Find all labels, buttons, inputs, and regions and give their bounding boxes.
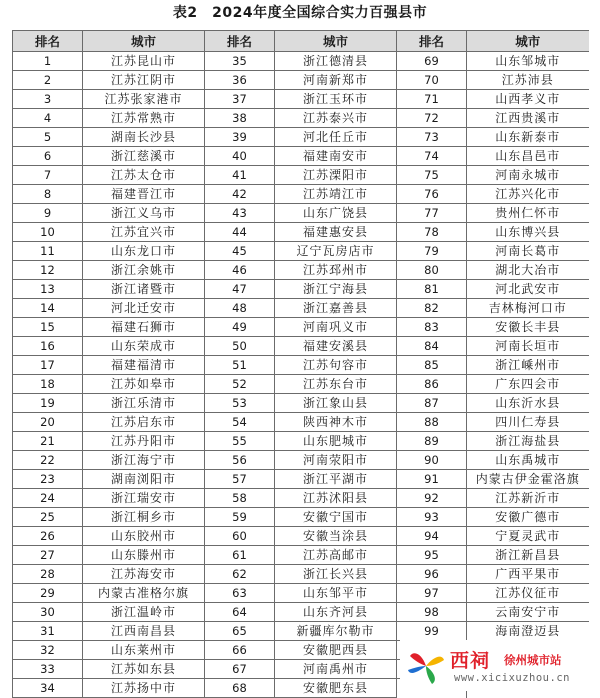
rank-cell: 99 bbox=[397, 622, 467, 641]
city-cell: 江苏扬中市 bbox=[83, 679, 205, 698]
table-caption: 表2 2024年度全国综合实力百强县市 bbox=[172, 5, 428, 21]
rank-cell: 84 bbox=[397, 337, 467, 356]
rank-cell: 34 bbox=[13, 679, 83, 698]
table-row bbox=[13, 565, 589, 584]
rank-cell: 88 bbox=[397, 413, 467, 432]
city-cell: 江苏昆山市 bbox=[83, 52, 205, 71]
table-row bbox=[13, 185, 589, 204]
rank-cell: 29 bbox=[13, 584, 83, 603]
ranking-table bbox=[12, 30, 589, 698]
rank-cell: 89 bbox=[397, 432, 467, 451]
rank-cell: 6 bbox=[13, 147, 83, 166]
city-cell: 江苏仪征市 bbox=[467, 584, 589, 603]
city-cell: 江苏东台市 bbox=[275, 375, 397, 394]
rank-cell: 1 bbox=[13, 52, 83, 71]
table-row bbox=[13, 337, 589, 356]
rank-cell: 93 bbox=[397, 508, 467, 527]
city-cell: 宁夏灵武市 bbox=[467, 527, 589, 546]
city-cell: 浙江余姚市 bbox=[83, 261, 205, 280]
city-cell: 江苏如东县 bbox=[83, 660, 205, 679]
rank-cell: 46 bbox=[205, 261, 275, 280]
city-cell: 吉林梅河口市 bbox=[467, 299, 589, 318]
city-cell: 安徽肥西县 bbox=[275, 641, 397, 660]
city-cell: 河南长葛市 bbox=[467, 242, 589, 261]
rank-cell: 19 bbox=[13, 394, 83, 413]
table-row bbox=[13, 375, 589, 394]
rank-cell: 20 bbox=[13, 413, 83, 432]
rank-cell: 2 bbox=[13, 71, 83, 90]
rank-cell: 68 bbox=[205, 679, 275, 698]
rank-cell: 59 bbox=[205, 508, 275, 527]
city-cell: 江苏张家港市 bbox=[83, 90, 205, 109]
city-header: 城市 bbox=[467, 31, 589, 52]
city-cell: 浙江温岭市 bbox=[83, 603, 205, 622]
city-header: 城市 bbox=[275, 31, 397, 52]
table-row bbox=[13, 413, 589, 432]
rank-cell: 97 bbox=[397, 584, 467, 603]
rank-cell: 15 bbox=[13, 318, 83, 337]
rank-cell: 38 bbox=[205, 109, 275, 128]
city-cell: 广东四会市 bbox=[467, 375, 589, 394]
rank-cell: 96 bbox=[397, 565, 467, 584]
rank-cell: 92 bbox=[397, 489, 467, 508]
xici-logo-icon bbox=[404, 646, 448, 686]
city-cell: 江苏兴化市 bbox=[467, 185, 589, 204]
city-cell: 浙江乐清市 bbox=[83, 394, 205, 413]
rank-cell: 86 bbox=[397, 375, 467, 394]
city-cell: 江苏新沂市 bbox=[467, 489, 589, 508]
rank-cell: 75 bbox=[397, 166, 467, 185]
city-cell: 浙江慈溪市 bbox=[83, 147, 205, 166]
rank-cell: 24 bbox=[13, 489, 83, 508]
city-cell: 陕西神木市 bbox=[275, 413, 397, 432]
city-cell: 湖南浏阳市 bbox=[83, 470, 205, 489]
city-cell: 江苏宜兴市 bbox=[83, 223, 205, 242]
rank-cell: 83 bbox=[397, 318, 467, 337]
city-cell: 江苏邳州市 bbox=[275, 261, 397, 280]
table-row bbox=[13, 52, 589, 71]
city-cell: 山东滕州市 bbox=[83, 546, 205, 565]
rank-cell: 12 bbox=[13, 261, 83, 280]
city-cell: 江苏靖江市 bbox=[275, 185, 397, 204]
city-cell: 河北武安市 bbox=[467, 280, 589, 299]
rank-cell: 77 bbox=[397, 204, 467, 223]
city-cell: 浙江桐乡市 bbox=[83, 508, 205, 527]
table-row bbox=[13, 622, 589, 641]
city-cell: 河北任丘市 bbox=[275, 128, 397, 147]
rank-cell: 60 bbox=[205, 527, 275, 546]
rank-cell: 63 bbox=[205, 584, 275, 603]
rank-cell: 43 bbox=[205, 204, 275, 223]
table-row bbox=[13, 451, 589, 470]
city-cell: 江苏丹阳市 bbox=[83, 432, 205, 451]
city-cell: 山东禹城市 bbox=[467, 451, 589, 470]
city-cell: 云南安宁市 bbox=[467, 603, 589, 622]
city-cell: 湖南长沙县 bbox=[83, 128, 205, 147]
city-cell: 山东沂水县 bbox=[467, 394, 589, 413]
city-cell: 浙江平湖市 bbox=[275, 470, 397, 489]
table-header-row bbox=[13, 31, 589, 52]
watermark-url: www.xicixuzhou.cn bbox=[454, 672, 570, 684]
city-cell: 浙江海盐县 bbox=[467, 432, 589, 451]
rank-cell: 16 bbox=[13, 337, 83, 356]
rank-cell: 21 bbox=[13, 432, 83, 451]
rank-cell: 11 bbox=[13, 242, 83, 261]
city-cell: 山东邹城市 bbox=[467, 52, 589, 71]
city-cell: 山东新泰市 bbox=[467, 128, 589, 147]
rank-cell: 35 bbox=[205, 52, 275, 71]
table-row bbox=[13, 527, 589, 546]
rank-cell: 45 bbox=[205, 242, 275, 261]
rank-cell: 41 bbox=[205, 166, 275, 185]
watermark-subtitle: 徐州城市站 bbox=[504, 653, 562, 667]
city-cell: 贵州仁怀市 bbox=[467, 204, 589, 223]
rank-cell: 3 bbox=[13, 90, 83, 109]
city-cell: 江苏溧阳市 bbox=[275, 166, 397, 185]
rank-cell: 30 bbox=[13, 603, 83, 622]
city-cell: 河南禹州市 bbox=[275, 660, 397, 679]
city-cell: 山东广饶县 bbox=[275, 204, 397, 223]
rank-cell: 4 bbox=[13, 109, 83, 128]
rank-cell: 28 bbox=[13, 565, 83, 584]
city-cell: 安徽长丰县 bbox=[467, 318, 589, 337]
city-cell: 河南长垣市 bbox=[467, 337, 589, 356]
rank-cell: 8 bbox=[13, 185, 83, 204]
city-cell: 福建石狮市 bbox=[83, 318, 205, 337]
rank-cell: 65 bbox=[205, 622, 275, 641]
city-cell: 江苏句容市 bbox=[275, 356, 397, 375]
rank-cell: 81 bbox=[397, 280, 467, 299]
rank-cell: 91 bbox=[397, 470, 467, 489]
rank-cell: 33 bbox=[13, 660, 83, 679]
city-cell: 福建晋江市 bbox=[83, 185, 205, 204]
city-cell: 山东胶州市 bbox=[83, 527, 205, 546]
rank-cell: 67 bbox=[205, 660, 275, 679]
rank-cell: 71 bbox=[397, 90, 467, 109]
city-cell: 江苏泰兴市 bbox=[275, 109, 397, 128]
rank-cell: 70 bbox=[397, 71, 467, 90]
city-cell: 浙江海宁市 bbox=[83, 451, 205, 470]
city-cell: 福建安溪县 bbox=[275, 337, 397, 356]
table-row bbox=[13, 128, 589, 147]
rank-cell: 62 bbox=[205, 565, 275, 584]
city-cell: 内蒙古准格尔旗 bbox=[83, 584, 205, 603]
city-cell: 江西南昌县 bbox=[83, 622, 205, 641]
city-cell: 山西孝义市 bbox=[467, 90, 589, 109]
table-row bbox=[13, 90, 589, 109]
rank-cell: 52 bbox=[205, 375, 275, 394]
rank-cell: 80 bbox=[397, 261, 467, 280]
rank-cell: 44 bbox=[205, 223, 275, 242]
city-cell: 江苏启东市 bbox=[83, 413, 205, 432]
table-row bbox=[13, 318, 589, 337]
rank-cell: 37 bbox=[205, 90, 275, 109]
city-header: 城市 bbox=[83, 31, 205, 52]
rank-cell: 23 bbox=[13, 470, 83, 489]
city-cell: 辽宁瓦房店市 bbox=[275, 242, 397, 261]
city-cell: 安徽宁国市 bbox=[275, 508, 397, 527]
city-cell: 湖北大冶市 bbox=[467, 261, 589, 280]
table-row bbox=[13, 261, 589, 280]
rank-cell: 53 bbox=[205, 394, 275, 413]
rank-header: 排名 bbox=[13, 31, 83, 52]
table-row bbox=[13, 166, 589, 185]
rank-cell: 47 bbox=[205, 280, 275, 299]
rank-cell: 26 bbox=[13, 527, 83, 546]
rank-cell: 72 bbox=[397, 109, 467, 128]
rank-cell: 18 bbox=[13, 375, 83, 394]
table-row bbox=[13, 280, 589, 299]
city-cell: 浙江瑞安市 bbox=[83, 489, 205, 508]
rank-cell: 61 bbox=[205, 546, 275, 565]
rank-cell: 73 bbox=[397, 128, 467, 147]
city-cell: 山东昌邑市 bbox=[467, 147, 589, 166]
city-cell: 山东龙口市 bbox=[83, 242, 205, 261]
city-cell: 安徽广德市 bbox=[467, 508, 589, 527]
rank-cell: 50 bbox=[205, 337, 275, 356]
rank-cell: 90 bbox=[397, 451, 467, 470]
rank-cell: 85 bbox=[397, 356, 467, 375]
city-cell: 浙江嵊州市 bbox=[467, 356, 589, 375]
city-cell: 新疆库尔勒市 bbox=[275, 622, 397, 641]
rank-cell: 66 bbox=[205, 641, 275, 660]
table-row bbox=[13, 71, 589, 90]
table-row bbox=[13, 394, 589, 413]
city-cell: 江苏高邮市 bbox=[275, 546, 397, 565]
rank-cell: 14 bbox=[13, 299, 83, 318]
city-cell: 山东莱州市 bbox=[83, 641, 205, 660]
city-cell: 福建南安市 bbox=[275, 147, 397, 166]
city-cell: 山东肥城市 bbox=[275, 432, 397, 451]
rank-header: 排名 bbox=[205, 31, 275, 52]
table-row bbox=[13, 489, 589, 508]
table-row bbox=[13, 299, 589, 318]
city-cell: 江苏如皋市 bbox=[83, 375, 205, 394]
rank-cell: 98 bbox=[397, 603, 467, 622]
city-cell: 江苏海安市 bbox=[83, 565, 205, 584]
city-cell: 海南澄迈县 bbox=[467, 622, 589, 641]
rank-cell: 95 bbox=[397, 546, 467, 565]
rank-cell: 78 bbox=[397, 223, 467, 242]
rank-header: 排名 bbox=[397, 31, 467, 52]
city-cell: 浙江嘉善县 bbox=[275, 299, 397, 318]
table-row bbox=[13, 470, 589, 489]
rank-cell: 94 bbox=[397, 527, 467, 546]
city-cell: 广西平果市 bbox=[467, 565, 589, 584]
city-cell: 福建福清市 bbox=[83, 356, 205, 375]
table-row bbox=[13, 204, 589, 223]
rank-cell: 39 bbox=[205, 128, 275, 147]
table-row bbox=[13, 546, 589, 565]
city-cell: 山东齐河县 bbox=[275, 603, 397, 622]
city-cell: 安徽肥东县 bbox=[275, 679, 397, 698]
table-row bbox=[13, 109, 589, 128]
city-cell: 山东博兴县 bbox=[467, 223, 589, 242]
city-cell: 浙江新昌县 bbox=[467, 546, 589, 565]
city-cell: 河南荥阳市 bbox=[275, 451, 397, 470]
city-cell: 浙江宁海县 bbox=[275, 280, 397, 299]
rank-cell: 22 bbox=[13, 451, 83, 470]
rank-cell: 7 bbox=[13, 166, 83, 185]
city-cell: 江苏沭阳县 bbox=[275, 489, 397, 508]
rank-cell: 25 bbox=[13, 508, 83, 527]
rank-cell: 9 bbox=[13, 204, 83, 223]
rank-cell: 5 bbox=[13, 128, 83, 147]
rank-cell: 58 bbox=[205, 489, 275, 508]
city-cell: 浙江玉环市 bbox=[275, 90, 397, 109]
rank-cell: 42 bbox=[205, 185, 275, 204]
rank-cell: 17 bbox=[13, 356, 83, 375]
city-cell: 四川仁寿县 bbox=[467, 413, 589, 432]
rank-cell: 76 bbox=[397, 185, 467, 204]
city-cell: 江苏常熟市 bbox=[83, 109, 205, 128]
rank-cell: 64 bbox=[205, 603, 275, 622]
city-cell: 安徽当涂县 bbox=[275, 527, 397, 546]
rank-cell: 74 bbox=[397, 147, 467, 166]
rank-cell: 48 bbox=[205, 299, 275, 318]
city-cell: 浙江长兴县 bbox=[275, 565, 397, 584]
table-body bbox=[13, 52, 589, 698]
rank-cell: 10 bbox=[13, 223, 83, 242]
city-cell: 河南新郑市 bbox=[275, 71, 397, 90]
rank-cell: 36 bbox=[205, 71, 275, 90]
table-row bbox=[13, 242, 589, 261]
city-cell: 江苏沛县 bbox=[467, 71, 589, 90]
city-cell: 浙江义乌市 bbox=[83, 204, 205, 223]
city-cell: 山东邹平市 bbox=[275, 584, 397, 603]
rank-cell: 69 bbox=[397, 52, 467, 71]
city-cell: 福建惠安县 bbox=[275, 223, 397, 242]
table-row bbox=[13, 584, 589, 603]
city-cell: 浙江象山县 bbox=[275, 394, 397, 413]
watermark-brand: 西祠 bbox=[450, 650, 491, 672]
city-cell: 江苏江阴市 bbox=[83, 71, 205, 90]
rank-cell: 55 bbox=[205, 432, 275, 451]
city-cell: 浙江诸暨市 bbox=[83, 280, 205, 299]
table-row bbox=[13, 432, 589, 451]
city-cell: 河南巩义市 bbox=[275, 318, 397, 337]
rank-cell: 57 bbox=[205, 470, 275, 489]
table-row bbox=[13, 508, 589, 527]
rank-cell: 87 bbox=[397, 394, 467, 413]
city-cell: 山东荣成市 bbox=[83, 337, 205, 356]
city-cell: 内蒙古伊金霍洛旗 bbox=[467, 470, 589, 489]
rank-cell: 27 bbox=[13, 546, 83, 565]
rank-cell: 31 bbox=[13, 622, 83, 641]
city-cell: 江苏太仓市 bbox=[83, 166, 205, 185]
table-row bbox=[13, 223, 589, 242]
rank-cell: 54 bbox=[205, 413, 275, 432]
city-cell: 江西贵溪市 bbox=[467, 109, 589, 128]
watermark bbox=[400, 640, 600, 691]
rank-cell: 32 bbox=[13, 641, 83, 660]
rank-cell: 51 bbox=[205, 356, 275, 375]
table-row bbox=[13, 147, 589, 166]
rank-cell: 49 bbox=[205, 318, 275, 337]
rank-cell: 82 bbox=[397, 299, 467, 318]
city-cell: 河北迁安市 bbox=[83, 299, 205, 318]
city-cell: 河南永城市 bbox=[467, 166, 589, 185]
rank-cell: 79 bbox=[397, 242, 467, 261]
rank-cell: 13 bbox=[13, 280, 83, 299]
table-row bbox=[13, 603, 589, 622]
table-row bbox=[13, 356, 589, 375]
rank-cell: 56 bbox=[205, 451, 275, 470]
city-cell: 浙江德清县 bbox=[275, 52, 397, 71]
rank-cell: 40 bbox=[205, 147, 275, 166]
